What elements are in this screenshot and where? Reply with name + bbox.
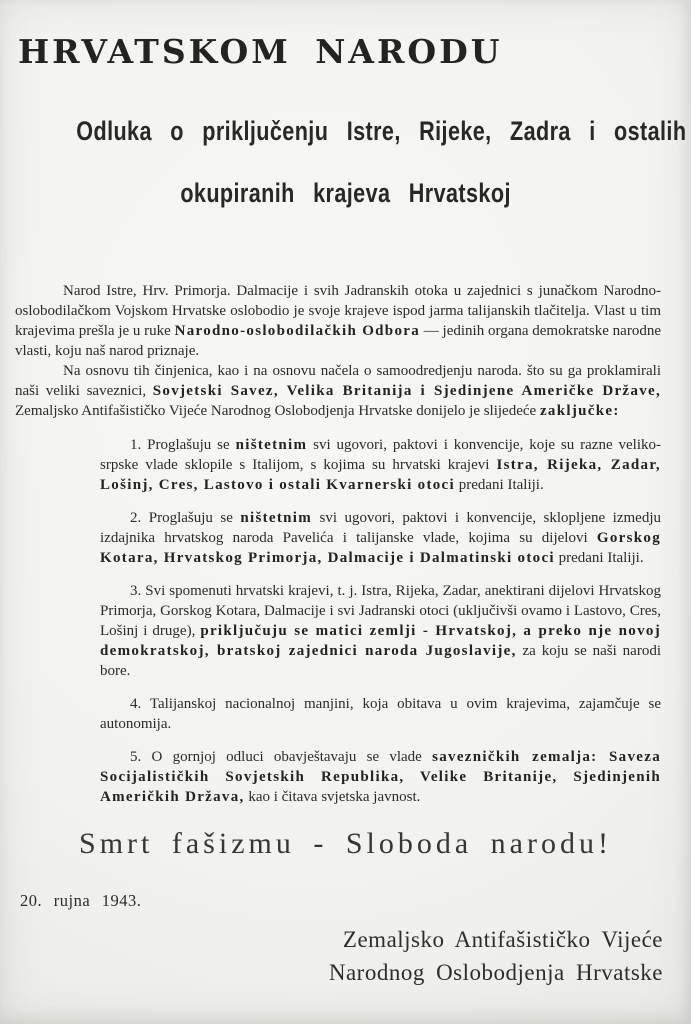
text-run: predani Italiji. xyxy=(454,476,544,493)
decision-item xyxy=(100,435,661,495)
signature-block xyxy=(0,923,663,989)
decision-item xyxy=(100,581,661,681)
decision-list xyxy=(100,435,661,807)
decision-item xyxy=(100,747,661,807)
bold-run: savezničkih zemalja: Saveza Socijalističkih Sovjetskih Republika, Velike Britanije, Sjedinjenih Američkih Država, xyxy=(100,748,661,805)
bold-run: zaključke: xyxy=(539,402,620,419)
subtitle-line-1-text: Odluka o priključenju Istre, Rijeke, Zadra i ostalih xyxy=(76,115,687,146)
slogan: Smrt fašizmu - Sloboda narodu! xyxy=(79,826,612,860)
text-run: — jedinih organa demokratske narodne vlasti, koju naš narod priznaje. xyxy=(15,322,661,359)
text-run: 5. O gornjoj odluci obavještavaju se vlade xyxy=(130,748,433,765)
text-run: svi ugovori, paktovi i konvencije, sklopljene izmedju izdajnika hrvatskog naroda Pavelića i talijanske vlade, kojima su dijelovi xyxy=(100,509,661,546)
bold-run: priključuju se matici zemlji - Hrvatskoj, a preko nje novoj demokratskoj, bratskoj zajednici naroda Jugoslavije, xyxy=(100,622,661,659)
signature-line-2: Narodnog Oslobodjenja Hrvatske xyxy=(328,959,663,985)
bold-run: Istra, Rijeka, Zadar, Lošinj, Cres, Lastovo i ostali Kvarnerski otoci xyxy=(100,456,661,493)
body-paragraph xyxy=(15,281,661,361)
signature-line-1: Zemaljsko Antifašističko Vijeće xyxy=(342,926,663,952)
text-run: svi ugovori, paktovi i konvencije, koje su razne veliko-srpske vlade sklopile s Italijom, s kojima su hrvatski krajevi xyxy=(100,436,661,473)
document-body xyxy=(15,281,661,807)
text-run: 4. Talijanskoj nacionalnoj manjini, koja obitava u ovim krajevima, zajamčuje se autonomija. xyxy=(100,695,661,732)
text-run: Zemaljsko Antifašističko Vijeće Narodnog Oslobodjenja Hrvatske donijelo je slijedeće xyxy=(15,402,540,419)
document-date: 20. rujna 1943. xyxy=(20,890,142,910)
decision-item xyxy=(100,694,661,734)
subtitle-line-1 xyxy=(0,116,691,151)
bold-run: Gorskog Kotara, Hrvatskog Primorja, Dalmacije i Dalmatinski otoci xyxy=(100,529,661,566)
text-run: 1. Proglašuju se xyxy=(130,436,236,453)
subtitle-line-2-text: okupiranih krajeva Hrvatskoj xyxy=(180,177,511,208)
document-title: HRVATSKOM NARODU xyxy=(18,32,503,71)
decision-item xyxy=(100,508,661,568)
bold-run: Narodno-oslobodilačkih Odbora xyxy=(174,322,421,339)
bold-run: ništetnim xyxy=(235,436,308,453)
intro-paragraphs xyxy=(15,281,661,421)
bold-run: Sovjetski Savez, Velika Britanija i Sjedinjene Američke Države, xyxy=(152,382,661,399)
text-run: Na osnovu tih činjenica, kao i na osnovu načela o samoodredjenju naroda. što su ga proklamirali naši veliki saveznici, xyxy=(15,362,661,399)
text-run: 2. Proglašuju se xyxy=(130,509,241,526)
text-run: 3. Svi spomenuti hrvatski krajevi, t. j. Istra, Rijeka, Zadar, anektirani dijelovi Hrvatskog Primorja, Gorskog Kotara, Dalmacije i svi Jadranski otoci (uključivši ovamo i Lastovo, Cres, Lošinj i druge), xyxy=(100,582,661,639)
bold-run: ništetnim xyxy=(240,509,313,526)
text-run: Narod Istre, Hrv. Primorja. Dalmacije i svih Jadranskih otoka u zajednici s junačkom Narodno-oslobodilačkom Vojskom Hrvatske oslobodio je svoje krajeve ispod jarma talijanskih tlačitelja. Vlast u tim krajevima prešla je u ruke xyxy=(15,282,661,339)
subtitle-line-2 xyxy=(0,178,691,213)
text-run: kao i čitava svjetska javnost. xyxy=(244,788,421,805)
body-paragraph xyxy=(15,361,661,421)
document-subtitle xyxy=(0,116,691,213)
text-run: za koju se naši narodi bore. xyxy=(100,642,661,679)
text-run: predani Italiji. xyxy=(554,549,644,566)
